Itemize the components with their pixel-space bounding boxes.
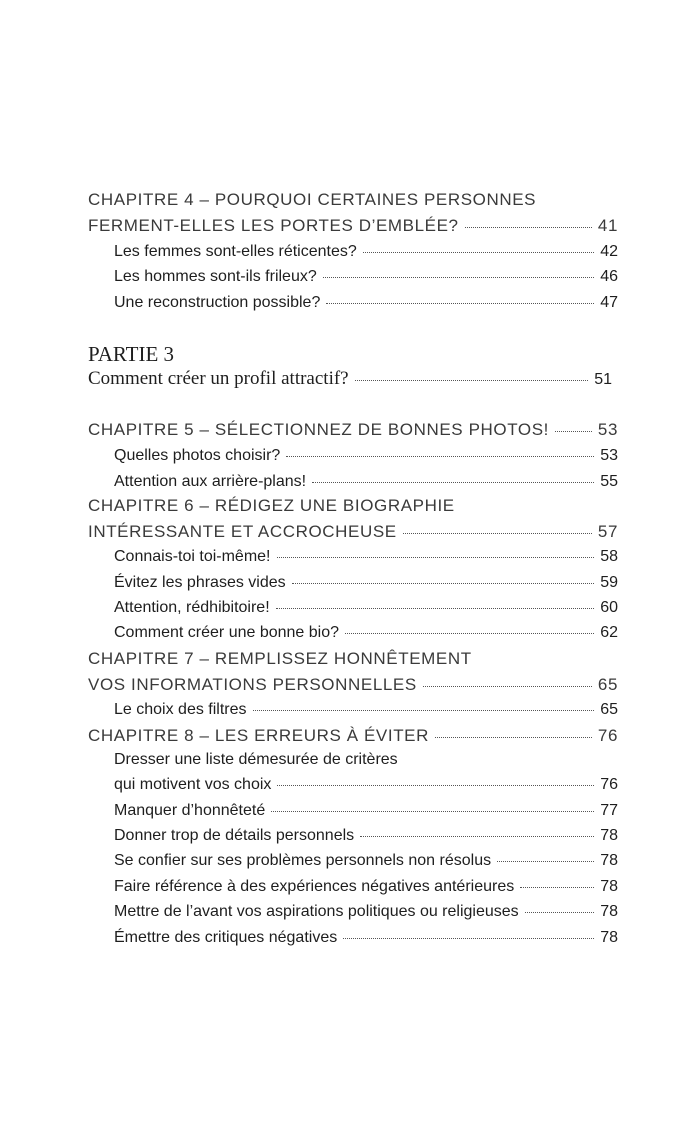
- page-number: 65: [597, 675, 618, 694]
- chapter-title: CHAPITRE 4 – POURQUOI CERTAINES PERSONNES: [88, 190, 537, 209]
- chapter-title: INTÉRESSANTE ET ACCROCHEUSE: [88, 522, 397, 541]
- chapter-title: CHAPITRE 6 – RÉDIGEZ UNE BIOGRAPHIE: [88, 496, 455, 515]
- page-number: 78: [600, 929, 618, 946]
- toc-chapter-6-line2[interactable]: [88, 522, 618, 542]
- section-title: Une reconstruction possible?: [114, 294, 321, 311]
- section-title: Attention aux arrière-plans!: [114, 473, 307, 490]
- section-title: Les hommes sont-ils frileux?: [114, 268, 317, 285]
- toc-section[interactable]: [114, 548, 618, 566]
- toc-chapter-5[interactable]: [88, 420, 618, 440]
- dot-leader: [286, 456, 594, 457]
- toc-section[interactable]: [114, 294, 618, 312]
- toc-section[interactable]: [114, 574, 618, 592]
- dot-leader: [253, 710, 595, 711]
- section-title: Se confier sur ses problèmes personnels non résolus: [114, 852, 492, 869]
- dot-leader: [435, 737, 592, 738]
- dot-leader: [360, 836, 594, 837]
- section-title: Comment créer une bonne bio?: [114, 624, 340, 641]
- toc-chapter-8[interactable]: [88, 726, 618, 746]
- toc-section[interactable]: [114, 624, 618, 642]
- dot-leader: [292, 583, 595, 584]
- toc-part-3[interactable]: [88, 368, 612, 390]
- dot-leader: [312, 482, 594, 483]
- toc-section[interactable]: [114, 929, 618, 947]
- toc-section[interactable]: [114, 473, 618, 491]
- page-number: 46: [600, 268, 618, 285]
- dot-leader: [555, 431, 592, 432]
- toc-section[interactable]: [114, 903, 618, 921]
- page-number: 53: [600, 447, 618, 464]
- page-number: 78: [600, 903, 618, 920]
- section-title: Attention, rédhibitoire!: [114, 599, 270, 616]
- toc-section[interactable]: [114, 827, 618, 845]
- section-title: Les femmes sont-elles réticentes?: [114, 243, 357, 260]
- page-number: 47: [600, 294, 618, 311]
- dot-leader: [363, 252, 594, 253]
- page-number: 55: [600, 473, 618, 490]
- toc-chapter-7-line2[interactable]: [88, 675, 618, 695]
- page-number: 78: [600, 878, 618, 895]
- toc-section[interactable]: [114, 268, 618, 286]
- page-number: 76: [600, 776, 618, 793]
- dot-leader: [271, 811, 594, 812]
- section-title: Connais-toi toi-même!: [114, 548, 271, 565]
- page-number: 51: [594, 371, 612, 388]
- toc-section[interactable]: [114, 802, 618, 820]
- page-number: 60: [600, 599, 618, 616]
- page-number: 58: [600, 548, 618, 565]
- page-number: 62: [600, 624, 618, 641]
- toc-section[interactable]: [114, 852, 618, 870]
- page-number: 57: [597, 522, 618, 541]
- dot-leader: [345, 633, 594, 634]
- section-title: Manquer d’honnêteté: [114, 802, 266, 819]
- dot-leader: [423, 686, 592, 687]
- toc-section[interactable]: [114, 878, 618, 896]
- page-number: 42: [600, 243, 618, 260]
- toc-section[interactable]: [114, 701, 618, 719]
- toc-section-line1[interactable]: [114, 751, 398, 769]
- toc-chapter-7-line1[interactable]: [88, 649, 472, 669]
- chapter-title: CHAPITRE 7 – REMPLISSEZ HONNÊTEMENT: [88, 649, 472, 668]
- page-number: 53: [597, 420, 618, 439]
- section-title: Le choix des filtres: [114, 701, 247, 718]
- chapter-title: CHAPITRE 5 – SÉLECTIONNEZ DE BONNES PHOTOS!: [88, 420, 549, 439]
- page-number: 59: [600, 574, 618, 591]
- page-number: 76: [597, 726, 618, 745]
- dot-leader: [323, 277, 594, 278]
- part-title: Comment créer un profil attractif?: [88, 368, 349, 389]
- section-title: Faire référence à des expériences négatives antérieures: [114, 878, 515, 895]
- toc-section[interactable]: [114, 599, 618, 617]
- dot-leader: [497, 861, 594, 862]
- section-title: qui motivent vos choix: [114, 776, 272, 793]
- page-number: 78: [600, 852, 618, 869]
- toc-chapter-4-line2[interactable]: [88, 216, 618, 236]
- toc-section[interactable]: [114, 243, 618, 261]
- dot-leader: [326, 303, 594, 304]
- toc-section[interactable]: [114, 447, 618, 465]
- section-title: Dresser une liste démesurée de critères: [114, 751, 398, 768]
- dot-leader: [403, 533, 592, 534]
- page-number: 65: [600, 701, 618, 718]
- dot-leader: [525, 912, 595, 913]
- dot-leader: [355, 380, 589, 381]
- chapter-title: FERMENT-ELLES LES PORTES D’EMBLÉE?: [88, 216, 459, 235]
- page-number: 41: [597, 216, 618, 235]
- section-title: Mettre de l’avant vos aspirations politiques ou religieuses: [114, 903, 519, 920]
- section-title: Émettre des critiques négatives: [114, 929, 338, 946]
- chapter-title: CHAPITRE 8 – LES ERREURS À ÉVITER: [88, 726, 429, 745]
- section-title: Quelles photos choisir?: [114, 447, 281, 464]
- toc-chapter-4-line1[interactable]: [88, 190, 536, 210]
- dot-leader: [343, 938, 594, 939]
- dot-leader: [465, 227, 592, 228]
- page-number: 77: [600, 802, 618, 819]
- chapter-title: VOS INFORMATIONS PERSONNELLES: [88, 675, 417, 694]
- dot-leader: [520, 887, 594, 888]
- page-number: 78: [600, 827, 618, 844]
- toc-chapter-6-line1[interactable]: [88, 496, 455, 516]
- section-title: Donner trop de détails personnels: [114, 827, 355, 844]
- section-title: Évitez les phrases vides: [114, 574, 286, 591]
- dot-leader: [277, 557, 595, 558]
- dot-leader: [276, 608, 595, 609]
- dot-leader: [277, 785, 594, 786]
- toc-section[interactable]: [114, 776, 618, 794]
- part-label: PARTIE 3: [88, 342, 175, 366]
